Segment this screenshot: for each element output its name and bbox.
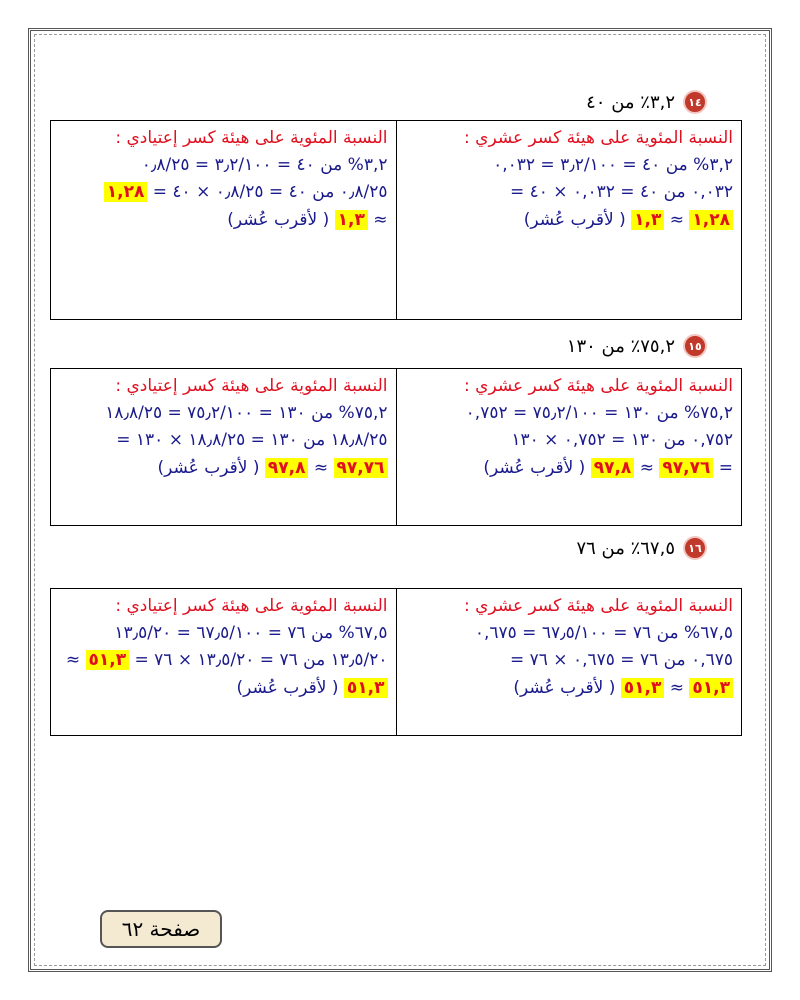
calc-line: ٠,٠٣٢ من ٤٠ = ٠,٠٣٢ × ٤٠ = bbox=[509, 182, 733, 203]
result-highlight: ٥١,٣ bbox=[86, 650, 130, 670]
rounding-line: ٥١,٣ ≈ ٥١,٣ ( لأقرب عُشر) bbox=[405, 675, 734, 702]
method-title: النسبة المئوية على هيئة كسر عشري : bbox=[464, 376, 733, 396]
calc-line: ١٨٫٨/٢٥ من ١٣٠ = ١٨٫٨/٢٥ × ١٣٠ = bbox=[116, 430, 388, 451]
problem-heading bbox=[586, 90, 707, 114]
result-highlight: ٥١,٣ bbox=[689, 678, 733, 698]
result-highlight: ٩٧,٧٦ bbox=[659, 458, 713, 478]
approx-highlight: ٥١,٣ bbox=[344, 678, 388, 698]
calc-line: ٣,٢% من ٤٠ = ٣٫٢/١٠٠ = ٠٫٨/٢٥ bbox=[141, 155, 388, 176]
fraction-method-cell bbox=[51, 589, 396, 735]
problem-statement: ٣,٢٪ من ٤٠ bbox=[586, 91, 675, 113]
problem-number-badge: ١٦ bbox=[683, 536, 707, 560]
fraction-method-cell bbox=[51, 369, 396, 525]
calc-line: ٣,٢% من ٤٠ = ٣٫٢/١٠٠ = ٠,٠٣٢ bbox=[493, 155, 733, 176]
calc-line: ٧٥,٢% من ١٣٠ = ٧٥٫٢/١٠٠ = ١٨٫٨/٢٥ bbox=[105, 403, 388, 424]
result-highlight: ١,٢٨ bbox=[104, 182, 148, 202]
solution-table bbox=[50, 120, 742, 320]
approx-highlight: ١,٣ bbox=[335, 210, 368, 230]
fraction-method-cell bbox=[51, 121, 396, 319]
problem-heading bbox=[576, 536, 707, 560]
problem-statement: ٦٧,٥٪ من ٧٦ bbox=[576, 537, 675, 559]
method-title: النسبة المئوية على هيئة كسر عشري : bbox=[464, 596, 733, 616]
approx-highlight: ٩٧,٨ bbox=[591, 458, 635, 478]
method-title: النسبة المئوية على هيئة كسر إعتيادي : bbox=[115, 596, 388, 616]
problem-heading bbox=[567, 334, 707, 358]
result-highlight: ١,٢٨ bbox=[689, 210, 733, 230]
calc-line: ٠,٧٥٢ من ١٣٠ = ٠,٧٥٢ × ١٣٠ bbox=[511, 430, 733, 451]
decimal-method-cell bbox=[396, 589, 742, 735]
method-title: النسبة المئوية على هيئة كسر إعتيادي : bbox=[115, 128, 388, 148]
approx-highlight: ٥١,٣ bbox=[621, 678, 665, 698]
calc-line: ٧٥,٢% من ١٣٠ = ٧٥٫٢/١٠٠ = ٠,٧٥٢ bbox=[465, 403, 733, 424]
approx-highlight: ١,٣ bbox=[631, 210, 664, 230]
result-highlight: ٩٧,٧٦ bbox=[334, 458, 388, 478]
page-number-label: صفحة ٦٢ bbox=[100, 910, 222, 948]
solution-table bbox=[50, 368, 742, 526]
problem-number-badge: ١٥ bbox=[683, 334, 707, 358]
problem-statement: ٧٥,٢٪ من ١٣٠ bbox=[566, 335, 675, 357]
method-title: النسبة المئوية على هيئة كسر إعتيادي : bbox=[115, 376, 388, 396]
method-title: النسبة المئوية على هيئة كسر عشري : bbox=[464, 128, 733, 148]
calc-line: ٠,٦٧٥ من ٧٦ = ٠,٦٧٥ × ٧٦ = bbox=[509, 650, 733, 671]
solution-table bbox=[50, 588, 742, 736]
calc-line: ٠٫٨/٢٥ من ٤٠ = ٠٫٨/٢٥ × ٤٠ = ١,٢٨ bbox=[59, 179, 388, 206]
rounding-line: ≈ ١,٣ ( لأقرب عُشر) bbox=[227, 209, 388, 230]
calc-line: ٦٧,٥% من ٧٦ = ٦٧٫٥/١٠٠ = ٠,٦٧٥ bbox=[474, 623, 733, 644]
rounding-line: ١,٢٨ ≈ ١,٣ ( لأقرب عُشر) bbox=[405, 207, 734, 234]
problem-number-badge: ١٤ bbox=[683, 90, 707, 114]
calc-line: ١٣٫٥/٢٠ من ٧٦ = ١٣٫٥/٢٠ × ٧٦ = ٥١,٣ ≈ bbox=[65, 650, 388, 671]
calc-line: ٦٧,٥% من ٧٦ = ٦٧٫٥/١٠٠ = ١٣٫٥/٢٠ bbox=[114, 623, 388, 644]
rounding-line: ٩٧,٧٦ ≈ ٩٧,٨ ( لأقرب عُشر) bbox=[59, 455, 388, 482]
decimal-method-cell bbox=[396, 121, 742, 319]
decimal-method-cell bbox=[396, 369, 742, 525]
rounding-line: ٥١,٣ ( لأقرب عُشر) bbox=[59, 675, 388, 702]
rounding-line: = ٩٧,٧٦ ≈ ٩٧,٨ ( لأقرب عُشر) bbox=[483, 457, 733, 478]
approx-highlight: ٩٧,٨ bbox=[265, 458, 309, 478]
